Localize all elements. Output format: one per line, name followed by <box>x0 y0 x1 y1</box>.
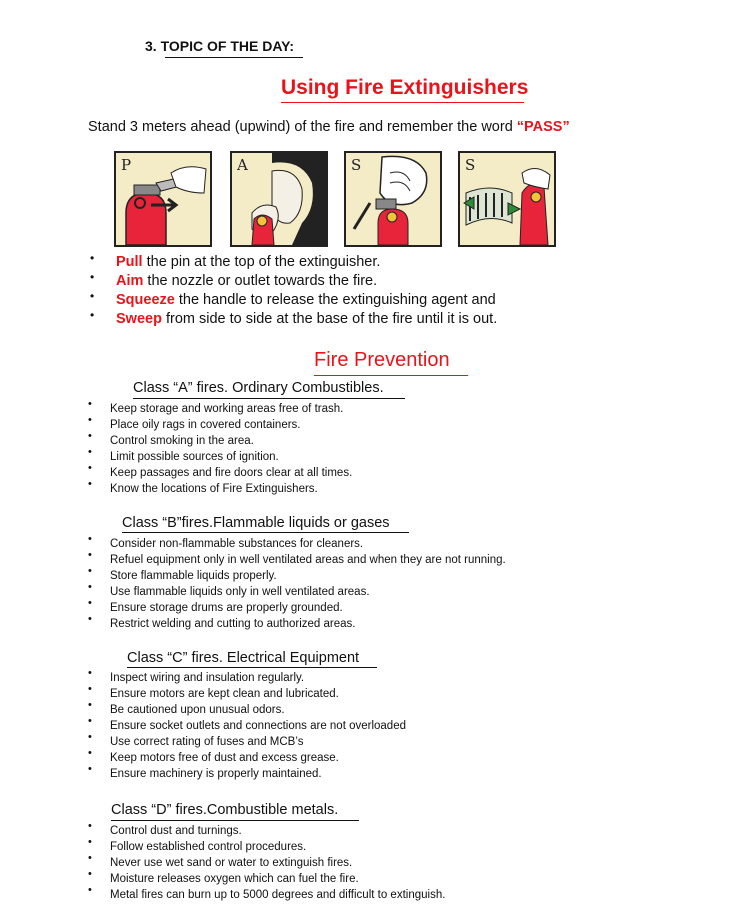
intro-line <box>88 119 570 135</box>
item-text: Know the locations of Fire Extinguishers. <box>110 483 318 495</box>
bullet: • <box>90 251 95 265</box>
class-d-heading: Class “D” fires.Combustible metals. <box>111 802 339 818</box>
item-text: Follow established control procedures. <box>110 841 307 853</box>
item-text: Limit possible sources of ignition. <box>110 451 279 463</box>
bullet: • <box>88 430 92 442</box>
bullet: • <box>88 884 92 896</box>
sweep-illustration <box>458 151 556 247</box>
fire-prevention-underline <box>314 375 468 376</box>
item-text: Metal fires can burn up to 5000 degrees and difficult to extinguish. <box>110 889 446 901</box>
step-text: the nozzle or outlet towards the fire. <box>143 273 378 289</box>
item-text: Inspect wiring and insulation regularly. <box>110 672 305 684</box>
bullet: • <box>88 683 92 695</box>
bullet: • <box>88 836 92 848</box>
item-text: Keep motors free of dust and excess grease. <box>110 752 339 764</box>
topic-label: 3. TOPIC OF THE DAY: <box>145 38 295 54</box>
bullet: • <box>88 549 92 561</box>
step-keyword: Aim <box>116 273 144 289</box>
class-c-underline <box>127 667 377 668</box>
bullet: • <box>88 446 92 458</box>
aim-nozzle-illustration <box>230 151 328 247</box>
bullet: • <box>88 852 92 864</box>
bullet: • <box>88 868 92 880</box>
item-text: Place oily rags in covered containers. <box>110 419 301 431</box>
bullet: • <box>88 581 92 593</box>
step-keyword: Pull <box>116 254 143 270</box>
bullet: • <box>88 715 92 727</box>
item-text: Ensure socket outlets and connections are not overloaded <box>110 720 406 732</box>
item-text: Refuel equipment only in well ventilated areas and when they are not running. <box>110 554 506 566</box>
squeeze-handle-illustration <box>344 151 442 247</box>
panel-letter: P <box>121 156 132 174</box>
bullet: • <box>88 565 92 577</box>
item-text: Ensure machinery is properly maintained. <box>110 768 322 780</box>
item-text: Keep storage and working areas free of trash. <box>110 403 344 415</box>
step-keyword: Squeeze <box>116 292 175 308</box>
class-c-heading: Class “C” fires. Electrical Equipment <box>127 650 360 666</box>
step-text: from side to side at the base of the fire until it is out. <box>161 311 498 327</box>
pull-pin-illustration <box>114 151 212 247</box>
item-text: Use flammable liquids only in well ventilated areas. <box>110 586 370 598</box>
bullet: • <box>88 747 92 759</box>
step-text: the handle to release the extinguishing agent and <box>174 292 496 308</box>
class-a-heading: Class “A” fires. Ordinary Combustibles. <box>133 380 384 396</box>
item-text: Never use wet sand or water to extinguish fires. <box>110 857 353 869</box>
intro-text: Stand 3 meters ahead (upwind) of the fire and remember the word <box>88 119 517 135</box>
step-keyword: Sweep <box>116 311 162 327</box>
item-text: Store flammable liquids properly. <box>110 570 277 582</box>
item-text: Control smoking in the area. <box>110 435 254 447</box>
bullet: • <box>90 289 95 303</box>
panel-letter: S <box>465 156 476 174</box>
item-text: Keep passages and fire doors clear at all times. <box>110 467 353 479</box>
page-title: Using Fire Extinguishers <box>281 76 529 99</box>
bullet: • <box>88 699 92 711</box>
item-text: Control dust and turnings. <box>110 825 242 837</box>
item-text: Use correct rating of fuses and MCB’s <box>110 736 304 748</box>
item-text: Restrict welding and cutting to authorized areas. <box>110 618 356 630</box>
fire-prevention-heading: Fire Prevention <box>314 349 450 371</box>
bullet: • <box>88 414 92 426</box>
class-d-underline <box>111 820 359 821</box>
intro-highlight: “PASS” <box>516 119 570 135</box>
bullet: • <box>88 398 92 410</box>
class-b-heading: Class “B”fires.Flammable liquids or gases <box>122 515 390 531</box>
bullet: • <box>88 597 92 609</box>
bullet: • <box>88 533 92 545</box>
title-underline <box>281 102 524 103</box>
panel-letter: S <box>351 156 362 174</box>
step-text: the pin at the top of the extinguisher. <box>142 254 381 270</box>
panel-letter: A <box>237 156 248 174</box>
bullet: • <box>90 308 95 322</box>
class-a-underline <box>133 398 405 399</box>
item-text: Be cautioned upon unusual odors. <box>110 704 285 716</box>
item-text: Ensure storage drums are properly grounded. <box>110 602 343 614</box>
bullet: • <box>90 270 95 284</box>
bullet: • <box>88 667 92 679</box>
bullet: • <box>88 763 92 775</box>
item-text: Moisture releases oxygen which can fuel the fire. <box>110 873 359 885</box>
bullet: • <box>88 613 92 625</box>
item-text: Consider non-flammable substances for cleaners. <box>110 538 364 550</box>
bullet: • <box>88 731 92 743</box>
class-b-underline <box>122 532 409 533</box>
bullet: • <box>88 462 92 474</box>
topic-underline <box>165 57 303 58</box>
bullet: • <box>88 478 92 490</box>
item-text: Ensure motors are kept clean and lubricated. <box>110 688 339 700</box>
bullet: • <box>88 820 92 832</box>
